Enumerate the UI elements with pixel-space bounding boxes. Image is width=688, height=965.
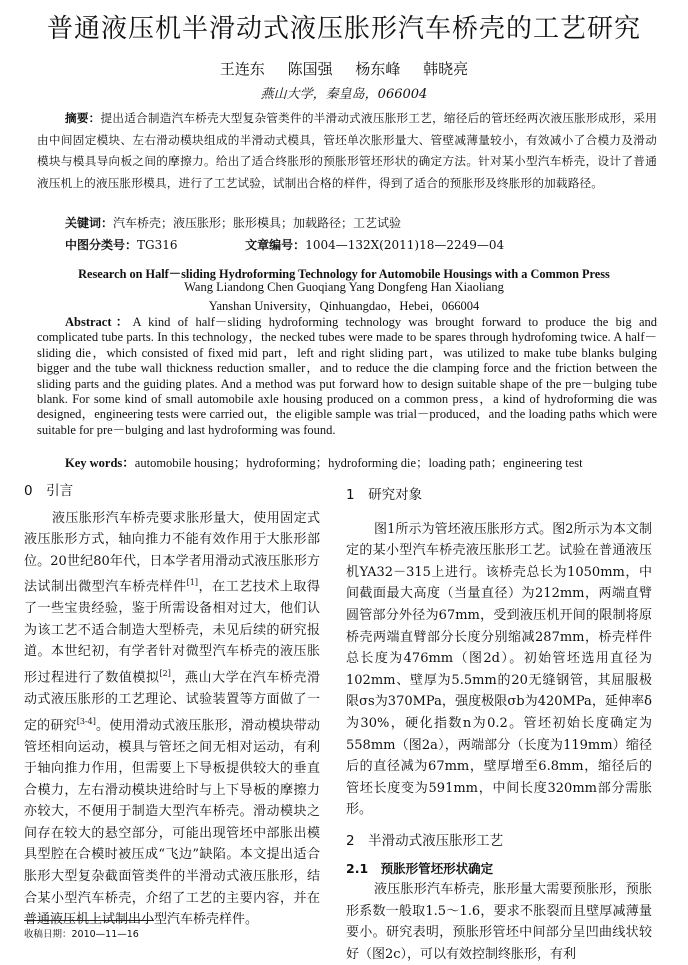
- left-column: [24, 481, 320, 931]
- chinese-abstract: [37, 108, 657, 195]
- keywords: 汽车桥壳；液压胀形；胀形模具；加载路径；工艺试验: [113, 216, 402, 230]
- footnote-divider: [24, 920, 154, 921]
- keywords-label: 关键词：: [65, 216, 114, 230]
- english-abstract-text: A kind of half－sliding hydroforming technology was brought forward to produce the big and complicated tube parts. In this technology，the necked tubes were made to be spares through hydrofoming twice. A half－sliding die，which consisted of fixed mid part，left and right sliding part，was utilized to make tube blanks bulging bigger and the tube wall thickness reduction smaller，and to reduce the die clamping force and the friction between the sliding parts and the guiding plates. And a method was put forward how to design suitable shape of the pre－bulging tube blank. For some kind of small automobile axle housing produced on a common press，a kind of hydroforming die was designed，engineering tests were carried out，the eligible sample was trial－produced，and the loading paths which were suitable for pre－bulging and last hydroforming was found.: [37, 315, 657, 437]
- section-2-1-paragraph: 液压胀形汽车桥壳，胀形量大需要预胀形，预胀形系数一般取1.5～1.6，要求不胀裂而且壁厚减薄量要小。研究表明，预胀形管坯中间部分呈凹曲线状较好（图2c），可以有效控制终胀形，有利: [346, 882, 652, 962]
- ref-1: [1]: [186, 578, 198, 588]
- english-keywords-label: Key words：: [65, 456, 135, 470]
- english-keywords-text: automobile housing；hydroforming；hydroforming die；loading path；engineering test: [134, 456, 583, 470]
- english-keywords: [65, 453, 665, 471]
- clc-number: TG316: [137, 238, 178, 252]
- affiliation: 燕山大学，秦皇岛，066004: [260, 87, 428, 102]
- paper-title: 普通液压机半滑动式液压胀形汽车桥壳的工艺研究: [46, 14, 641, 44]
- section-2-heading: 2 半滑动式液压胀形工艺: [346, 832, 504, 849]
- article-number: 1004—132X(2011)18—2249—04: [305, 238, 505, 252]
- ref-3-4: [3-4]: [76, 716, 96, 726]
- abstract-text: 提出适合制造汽车桥壳大型复杂管类件的半滑动式液压胀形工艺，缩径后的管坯经两次液压胀形成形，采用由中间固定模块、左右滑动模块组成的半滑动式模具，管坯单次胀形量大、管壁减薄量较小，有效减小了合模力及滑动模块与模具导向板之间的摩擦力。给出了适合终胀形的预胀形管坯形状的确定方法。针对某小型汽车桥壳，设计了普通液压机上的液压胀形模具，进行了工艺试验，试制出合格的样件，得到了适合的预胀形及终胀形的加载路径。: [37, 111, 657, 191]
- section-1-paragraph: 图1所示为管坯液压胀形方式。图2所示为本文制定的某小型汽车桥壳液压胀形工艺。试验在普通液压机YA32－315上进行。该桥壳总长为1050mm，中间截面最大高度（当量直径）为212mm，两端直臂圆管部分外径为67mm，受到液压机开间的限制将原桥壳两端直臂部分长度分别缩减287mm，桥壳样件总长度为476mm（图2d）。初始管坯选用直径为102mm、壁厚为5.5mm的20无缝钢管，其屈服极限σs为370MPa，强度极限σb为420MPa，延伸率δ为30%，硬化指数n为0.2。管坯初始长度确定为558mm（图2a），两端部分（长度为119mm）缩径后的直径减为67mm，壁厚增至6.8mm，缩径后的管坯长度变为591mm，中间长度320mm部分需胀形。: [346, 521, 652, 818]
- author-list: 王连东 陈国强 杨东峰 韩晓亮: [219, 60, 469, 78]
- article-number-label: 文章编号：: [245, 238, 306, 252]
- section-0-heading: 0 引言: [24, 483, 74, 499]
- clc-label: 中图分类号：: [65, 238, 138, 252]
- english-abstract-label: Abstract：: [65, 315, 133, 329]
- classification-line: [65, 236, 504, 253]
- section-0-paragraph: 液压胀形汽车桥壳要求胀形量大，使用固定式液压胀形方式，轴向推力不能有效作用于大胀形部位。20世纪80年代，日本学者用滑动式液压胀形方法试制出微型汽车桥壳样件[1]，在工艺技术上取得了一些宝贵经验，鉴于所需设备相对过大，他们认为该工艺不适合制造大型桥壳，未见后续的研究报道。本世纪初，有学者针对微型汽车桥壳的液压胀形过程进行了数值模拟[2]，燕山大学在汽车桥壳滑动式液压胀形的工艺理论、试验装置等方面做了一定的研究[3-4]。使用滑动式液压胀形，滑动模块带动管坯相向运动，模具与管坯之间无相对运动，有利于轴向推力作用，但需要上下导板提供较大的垂直合模力，左右滑动模块进给时与上下导板的摩擦力亦较大，不便用于制造大型汽车桥壳。滑动模块之间存在较大的悬空部分，可能出现管坯中部胀出模具型腔在合模时被压成“飞边”缺陷。本文提出适合胀形大型复杂截面管类件的半滑动式液压胀形，结合某小型汽车桥壳，介绍了工艺的主要内容，并在普通液压机上试制出小型汽车桥壳样件。: [24, 510, 320, 928]
- english-authors: Wang Liandong Chen Guoqiang Yang Dongfeng Han Xiaoliang: [184, 280, 504, 294]
- english-abstract: [37, 315, 657, 438]
- received-date-footnote: 收稿日期：2010—11—16: [24, 929, 139, 940]
- english-affiliation: Yanshan University，Qinhuangdao，Hebei，066004: [208, 299, 480, 313]
- abstract-label: 摘要：: [65, 111, 101, 125]
- right-column: [346, 485, 652, 965]
- section-2-1-heading: 2.1 预胀形管坯形状确定: [346, 860, 494, 876]
- ref-2: [2]: [159, 669, 171, 679]
- section-1-heading: 1 研究对象: [346, 487, 423, 503]
- english-title: Research on Half－sliding Hydroforming Technology for Automobile Housings with a Common Press: [78, 267, 610, 281]
- keywords-line: [65, 214, 401, 231]
